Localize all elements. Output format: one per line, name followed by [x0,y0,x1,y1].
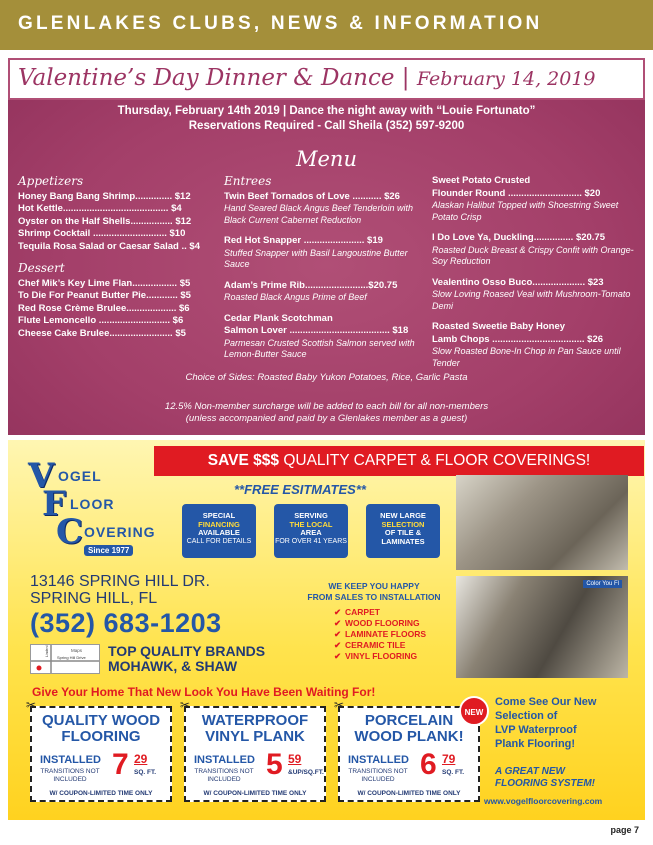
keep-happy-line: FROM SALES TO INSTALLATION [307,591,441,602]
logo-word-ogel: OGEL [58,468,102,484]
event-title-text: Valentine’s Day Dinner & Dance [18,65,395,91]
come-see-line: Come See Our New [495,696,597,708]
menu-item: To Die For Peanut Butter Pie............ $5 [18,290,191,301]
coupon-title [186,713,324,745]
save-banner [154,446,644,476]
coupon-price-cents: 79 [442,752,456,766]
checklist-label: CARPET [345,607,380,617]
event-title [18,65,596,91]
coupon[interactable] [26,698,172,802]
badge-new-selection [366,504,440,558]
coupon-title-line: PORCELAIN [364,712,454,729]
entree-item [432,175,637,232]
badge-selection-line1: NEW LARGE [380,511,426,520]
dessert-heading: Dessert [18,261,65,275]
menu-item: Honey Bang Bang Shrimp.............. $12 [18,190,191,202]
menu-item: Cheese Cake Brulee........................ $5 [18,327,186,339]
surcharge-line-1: 12.5% Non-member surcharge will be added to each bill for all non-members [164,401,489,412]
menu-item: Shrimp Cocktail ............................ $10 [18,228,186,239]
entree-description: Stuffed Snapper with Basil Langoustine Butter Sauce [224,247,408,269]
entree-name: Twin Beef Tornados of Love ........... $26 [224,190,400,202]
coupon-limit: W/ COUPON-LIMITED TIME ONLY [203,790,307,797]
showroom-sign: Color You Fl [583,580,622,588]
badge-selection-line3: OF TILE & LAMINATES [381,528,425,546]
coupon-transitions: TRANSITIONS NOT INCLUDED [348,768,408,783]
badge-local-line3: AREA [300,528,322,537]
store-address [30,573,210,607]
badge-financing-line1: SPECIAL [202,511,236,520]
save-banner-text: QUALITY CARPET & FLOOR COVERINGS! [283,452,591,469]
entree-name: Lamb Chops ................................... $26 [432,333,604,345]
page-number: page 7 [610,825,639,835]
keep-happy-text [304,581,444,602]
menu-item: Tequila Rosa Salad or Caesar Salad .. $4 [18,240,200,252]
checkmark-icon: ✔ [334,640,342,650]
showroom-photo-1 [456,475,628,570]
coupon[interactable] [334,698,480,802]
coupon-price-cents: 59 [288,752,302,766]
entree-name: Flounder Round ............................ $20 [432,187,601,199]
services-checklist [334,607,426,662]
come-see-line: Plank Flooring! [495,738,576,750]
vogel-floor-ad [8,440,645,820]
address-line-2: SPRING HILL, FL [30,590,158,607]
scissors-icon: ✂ [180,698,191,712]
header-bar [0,0,653,50]
badge-financing-sub: CALL FOR DETAILS [186,537,252,545]
entree-item [224,280,424,313]
entree-item [224,191,424,236]
coupon-price-unit: SQ. FT. [442,769,465,776]
vfc-logo [28,456,168,556]
menu-column-entrees [224,175,424,361]
scissors-icon: ✂ [334,698,345,712]
coupon-price-dollars: 6 [420,748,437,781]
entree-description: Hand Seared Black Angus Beef Tenderloin with Black Current Cabernet Reduction [224,203,413,225]
coupon-transitions: TRANSITIONS NOT INCLUDED [40,768,100,783]
checklist-label: VINYL FLOORING [345,651,418,661]
entree-name: Vealentino Osso Buco.................... $23 [432,276,604,288]
brands-line-1: TOP QUALITY BRANDS [108,643,266,659]
entree-name: Cedar Plank Scotchman [224,312,333,324]
address-line-1: 13146 SPRING HILL DR. [30,573,210,590]
entrees-heading: Entrees [224,174,272,188]
come-see-text [495,695,596,751]
coupon-title-line: QUALITY WOOD [41,712,161,729]
location-map [30,644,100,674]
entree-name: Adam’s Prime Rib........................$20.75 [224,279,398,291]
badge-financing-line3: AVAILABLE [198,528,240,537]
menu-item: Oyster on the Half Shells................ $12 [18,215,192,227]
surcharge-line-2: (unless accompanied and paid by a Glenlakes member as a guest) [185,413,468,424]
great-new-text [495,766,595,790]
event-date: February 14, 2019 [416,68,596,90]
menu-item: Flute Lemoncello ........................... $6 [18,315,184,326]
entree-name: Roasted Sweetie Baby Honey [432,321,566,332]
checklist-item [334,651,426,662]
checklist-label: LAMINATE FLOORS [345,629,427,639]
checklist-item [334,629,426,640]
entree-item [224,313,424,361]
showroom-photo-2 [456,576,628,678]
ad-tagline: Give Your Home That New Look You Have Been Waiting For! [32,685,376,699]
scissors-icon: ✂ [26,698,37,712]
coupon[interactable] [180,698,326,802]
come-see-line: LVP Waterproof [495,724,577,736]
checkmark-icon: ✔ [334,618,342,628]
badge-financing-accent: FINANCING [198,519,240,529]
brands-line-2: MOHAWK, & SHAW [108,658,238,674]
entree-item [432,277,637,322]
entree-description: Parmesan Crusted Scottish Salmon served with Lemon-Butter Sauce [224,337,415,359]
map-graphic [31,645,99,673]
checklist-label: WOOD FLOORING [345,618,420,628]
badge-local-area [274,504,348,558]
coupon-transitions: TRANSITIONS NOT INCLUDED [194,768,254,783]
coupon-price-dollars: 7 [112,748,129,781]
store-phone[interactable]: (352) 683-1203 [30,608,222,638]
menu-item: Chef Mik’s Key Lime Flan................. $5 [18,277,191,289]
checklist-item [334,640,426,651]
menu-item: Hot Kettle........................................ $4 [18,203,182,214]
map-label-maps: Maps [71,648,83,653]
entree-name: Sweet Potato Crusted [432,175,531,186]
surcharge-note [8,401,645,425]
entree-description: Roasted Duck Breast & Crispy Confit with Orange-Soy Reduction [432,244,634,266]
event-details: Thursday, February 14th 2019 | Dance the night away with “Louie Fortunato” [117,105,536,117]
event-reservations: Reservations Required - Call Sheila (352) 597-9200 [188,120,465,132]
entree-description: Alaskan Halibut Topped with Shoestring Sweet Potato Crisp [432,200,619,222]
badge-local-sub: FOR OVER 41 YEARS [275,537,347,545]
coupon-title-line: WATERPROOF [201,712,309,729]
logo-word-loor: LOOR [70,496,115,512]
logo-since: Since 1977 [84,545,133,556]
checkmark-icon: ✔ [334,629,342,639]
entree-name: Red Hot Snapper ....................... $19 [224,235,383,246]
coupon-title [32,713,170,745]
menu-heading: Menu [296,147,357,171]
logo-letter-c: C [56,512,84,552]
website-link[interactable]: www.vogelfloorcovering.com [484,796,603,806]
checklist-label: CERAMIC TILE [345,640,406,650]
entree-item [432,321,637,369]
coupon-price-unit: SQ. FT. [134,769,157,776]
desserts-list [18,278,211,341]
entree-name: I Do Love Ya, Duckling............... $20.75 [432,232,605,243]
coupon-title-line: VINYL PLANK [205,728,305,745]
menu-column-entrees-continued [432,175,637,369]
entree-description: Slow Loving Roased Veal with Mushroom-Tomato Demi [432,289,631,311]
menu-item: Red Rose Crème Brulee................... $6 [18,302,190,314]
logo-letter-f: F [42,484,67,524]
new-badge: NEW [459,696,489,726]
coupon-limit: W/ COUPON-LIMITED TIME ONLY [357,790,461,797]
event-title-separator: | [401,65,410,91]
top-brands [108,644,265,674]
come-see-line: Selection of [495,710,558,722]
event-title-box [8,58,645,100]
badge-local-line1: SERVING [294,511,328,520]
badge-selection-accent: SELECTION [381,519,425,529]
keep-happy-line: WE KEEP YOU HAPPY [328,581,420,591]
coupon-price-cents: 29 [134,752,148,766]
coupon-title-line: FLOORING [61,728,141,745]
valentines-section [8,58,645,435]
appetizers-heading: Appetizers [18,174,84,188]
save-banner-save: SAVE $$$ [207,452,279,469]
menu-column-appetizers [18,175,211,340]
coupon-installed: INSTALLED [348,754,409,766]
checklist-item [334,607,426,618]
entree-item [224,235,424,280]
logo-letter-v: V [28,456,55,496]
coupon-limit: W/ COUPON-LIMITED TIME ONLY [49,790,153,797]
sides-note: Choice of Sides: Roasted Baby Yukon Potatoes, Rice, Garlic Pasta [185,372,468,383]
entree-description: Roasted Black Angus Prime of Beef [224,292,367,302]
coupon-price-dollars: 5 [266,748,283,781]
coupon-installed: INSTALLED [194,754,255,766]
coupon-title [340,713,478,745]
coupon-price-unit: &UP/SQ.FT. [288,769,324,776]
coupon-installed: INSTALLED [40,754,101,766]
entree-description: Slow Roasted Bone-In Chop in Pan Sauce until Tender [432,346,621,368]
map-label-linden: Linden Dr [45,645,49,657]
entrees-list [224,191,424,361]
logo-word-overing: OVERING [84,524,156,540]
checklist-item [334,618,426,629]
entree-name: Salmon Lover ...................................... $18 [224,325,409,336]
checkmark-icon: ✔ [334,607,342,617]
great-new-line: FLOORING SYSTEM! [495,778,595,789]
appetizers-list [18,191,211,254]
page-header-title: GLENLAKES CLUBS, NEWS & INFORMATION [18,13,543,34]
entrees-col3-list [432,175,637,369]
entree-item [432,232,637,277]
free-estimates: **FREE ESITMATES** [234,482,366,497]
map-label-street: Spring Hill Drive [57,655,86,660]
badge-financing [182,504,256,558]
checkmark-icon: ✔ [334,651,342,661]
great-new-line: A GREAT NEW [495,766,565,777]
badge-local-accent: THE LOCAL [289,519,333,529]
coupon-title-line: WOOD PLANK! [354,728,464,745]
